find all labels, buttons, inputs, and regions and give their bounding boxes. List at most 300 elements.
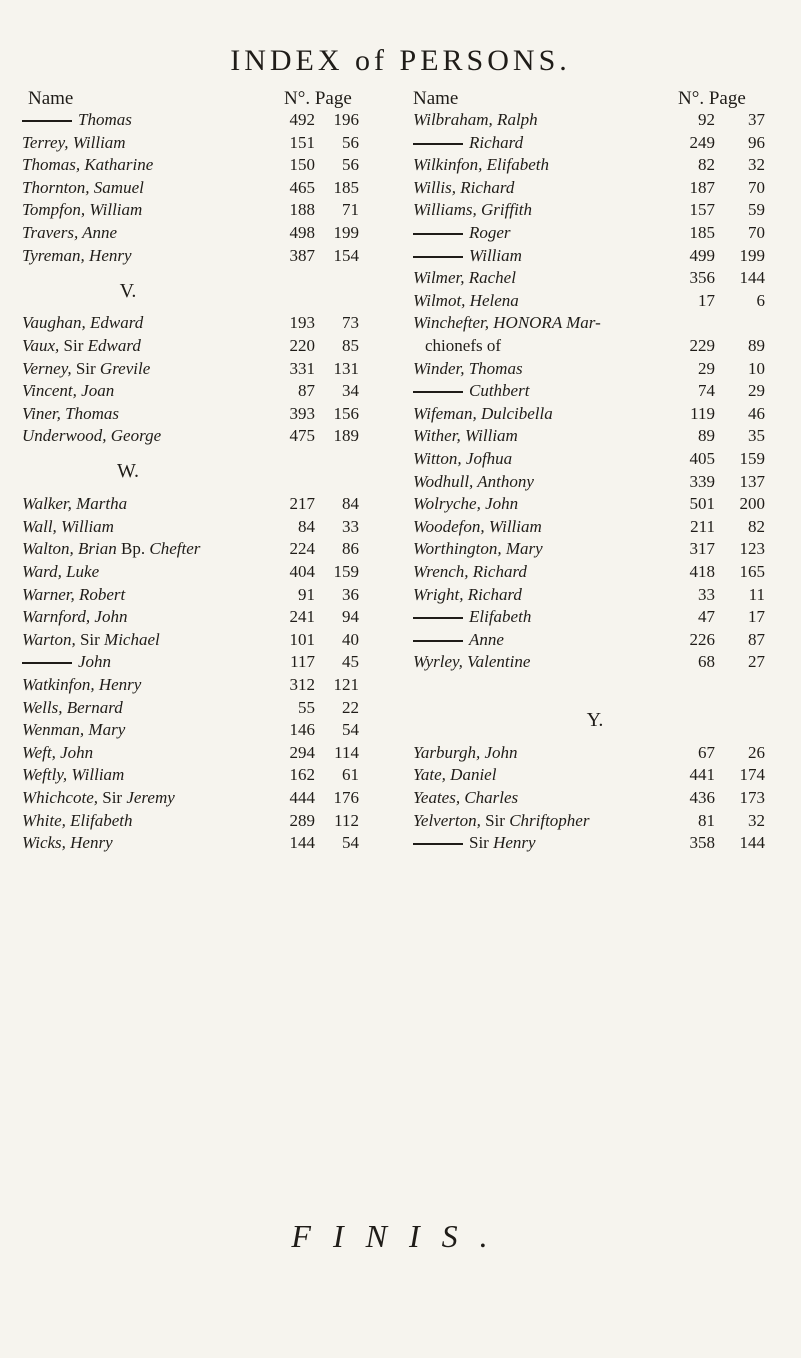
entry-name [413, 268, 516, 288]
entry-number: 226 [689, 629, 715, 649]
entry-name [22, 517, 114, 537]
entry-name [22, 652, 111, 672]
entry-name-text: Winchefter, HONORA Mar- [413, 313, 601, 333]
entry-name-text: Yeates, Charles [413, 788, 519, 807]
entry-name-text: Ward, Luke [22, 562, 100, 581]
entry-number: 339 [689, 471, 715, 491]
left-index-entry [22, 133, 372, 155]
entry-name-text: Elifabeth [469, 607, 532, 627]
entry-number: 193 [289, 313, 315, 333]
right-index-entry [413, 833, 783, 855]
entry-page: 45 [342, 652, 359, 672]
left-index-entry [22, 246, 372, 268]
entry-name [413, 607, 531, 627]
entry-name-text: Wilmot, Helena [413, 290, 519, 310]
entry-name-text: Thomas [78, 110, 132, 129]
entry-page: 11 [748, 584, 765, 604]
entry-number: 387 [289, 245, 315, 265]
left-index-entry [22, 585, 372, 607]
entry-number: 47 [698, 607, 715, 627]
entry-name [22, 178, 144, 198]
entry-number: 294 [289, 742, 315, 762]
right-name-header: Name [413, 88, 459, 109]
right-index-entry [413, 404, 783, 426]
left-index-entry [22, 630, 372, 652]
entry-name-text: Verney, Sir Grevile [22, 358, 151, 378]
entry-number: 220 [289, 336, 315, 355]
left-index-entry [22, 765, 372, 787]
entry-number: 224 [289, 539, 315, 559]
entry-number: 162 [289, 765, 315, 785]
right-index-entry [413, 652, 783, 674]
entry-name-text: Wicks, Henry [22, 833, 113, 853]
entry-page: 37 [748, 110, 765, 129]
entry-name-text: Wither, William [413, 426, 518, 446]
right-index-entry [413, 155, 783, 177]
entry-name-text: Whichcote, Sir Jeremy [22, 788, 175, 807]
entry-name-text: Wilbraham, Ralph [413, 110, 538, 129]
right-index-entry [413, 449, 783, 471]
right-index-entry [413, 381, 783, 403]
entry-number: 444 [289, 788, 315, 807]
right-index-entry [413, 359, 783, 381]
entry-name-text: Yate, Daniel [413, 765, 497, 785]
right-index-entry [413, 472, 783, 494]
entry-page: 70 [748, 223, 765, 242]
right-index-entry [413, 110, 783, 132]
entry-page: 156 [333, 403, 359, 423]
entry-name-text: Wenman, Mary [22, 720, 126, 740]
page-title: INDEX of PERSONS. [230, 44, 571, 77]
entry-name-text: Wrench, Richard [413, 562, 527, 581]
entry-number: 211 [690, 516, 715, 536]
entry-name [413, 155, 549, 175]
entry-name-text: Sir Henry [469, 833, 536, 853]
entry-number: 492 [289, 110, 315, 129]
entry-number: 358 [689, 833, 715, 853]
entry-number: 249 [689, 132, 715, 152]
right-index-entry [413, 426, 783, 448]
entry-name [413, 494, 518, 514]
entry-name [413, 426, 518, 446]
entry-name [413, 291, 519, 311]
entry-number: 501 [689, 494, 715, 514]
entry-page: 176 [333, 788, 359, 807]
entry-name [22, 359, 150, 379]
entry-name [413, 133, 523, 153]
entry-name-text: Underwood, George [22, 426, 162, 446]
entry-page: 29 [748, 381, 765, 401]
entry-page: 33 [342, 516, 359, 536]
entry-page: 46 [748, 403, 765, 423]
entry-page: 89 [748, 336, 765, 355]
entry-number: 68 [698, 652, 715, 672]
entry-name-text: Travers, Anne [22, 223, 118, 242]
entry-name [413, 223, 511, 243]
entry-name [22, 155, 153, 175]
entry-name [22, 743, 93, 763]
entry-name-text: Watkinfon, Henry [22, 675, 142, 694]
entry-page: 61 [342, 765, 359, 785]
entry-name [22, 562, 99, 582]
ditto-dash [22, 662, 72, 664]
entry-number: 92 [698, 110, 715, 129]
left-name-header: Name [28, 88, 74, 109]
entry-name [413, 517, 542, 537]
entry-name-text: Wolryche, John [413, 494, 519, 514]
right-index-entry [413, 539, 783, 561]
left-index-entry [22, 788, 372, 810]
entry-page: 54 [342, 833, 359, 853]
entry-page: 94 [342, 607, 359, 627]
entry-name [413, 178, 514, 198]
entry-page: 34 [342, 381, 359, 401]
entry-page: 54 [342, 720, 359, 740]
entry-name [22, 426, 161, 446]
entry-name-text: Walker, Martha [22, 494, 128, 514]
entry-number: 289 [289, 810, 315, 830]
entry-name [413, 765, 496, 785]
entry-name-text: Thomas, Katharine [22, 155, 154, 175]
entry-number: 465 [289, 177, 315, 197]
entry-name-text: chionefs of [425, 336, 502, 355]
entry-number: 356 [689, 268, 715, 288]
entry-page: 159 [333, 562, 359, 581]
entry-name-text: Cuthbert [469, 381, 530, 401]
entry-number: 119 [690, 403, 715, 423]
entry-name [413, 788, 518, 808]
entry-name [22, 110, 132, 130]
entry-name-text: Terrey, William [22, 132, 126, 152]
entry-name [413, 472, 534, 492]
entry-page: 82 [748, 516, 765, 536]
left-index-entry [22, 110, 372, 132]
entry-page: 131 [333, 358, 359, 378]
entry-page: 73 [342, 313, 359, 333]
right-index-entry [413, 517, 783, 539]
entry-number: 91 [298, 584, 315, 604]
right-index-entry [413, 223, 783, 245]
entry-name-text: John [78, 652, 112, 672]
entry-name [22, 607, 127, 627]
entry-name-text: Wilkinfon, Elifabeth [413, 155, 549, 175]
entry-name-text: Warnford, John [22, 607, 128, 627]
entry-page: 196 [333, 110, 359, 129]
entry-name [413, 381, 529, 401]
entry-page: 59 [748, 200, 765, 220]
ditto-dash [413, 233, 463, 235]
left-index-entry [22, 155, 372, 177]
entry-page: 70 [748, 177, 765, 197]
entry-name-text: Wall, William [22, 516, 114, 536]
entry-number: 157 [689, 200, 715, 220]
entry-name [22, 404, 119, 424]
right-index-entry [413, 765, 783, 787]
entry-name-text: Wright, Richard [413, 584, 522, 604]
entry-name [413, 359, 523, 379]
entry-name-text: Tompfon, William [22, 200, 143, 220]
entry-number: 229 [689, 336, 715, 355]
entry-page: 22 [342, 697, 359, 717]
right-index-entry [413, 313, 783, 335]
entry-name-text: Vaughan, Edward [22, 313, 144, 333]
left-index-entry [22, 607, 372, 629]
entry-page: 86 [342, 539, 359, 559]
entry-number: 101 [289, 629, 315, 649]
entry-name [413, 539, 543, 559]
entry-page: 154 [333, 245, 359, 265]
entry-name [22, 720, 125, 740]
entry-number: 217 [289, 494, 315, 514]
right-index-entry [413, 336, 783, 358]
entry-page: 114 [334, 742, 359, 762]
left-section-letter: W. [116, 460, 140, 483]
entry-name [22, 788, 175, 808]
left-index-entry [22, 720, 372, 742]
right-no-page-header: N°. Page [678, 88, 746, 109]
entry-name [413, 404, 553, 424]
left-index-entry [22, 404, 372, 426]
entry-page: 165 [739, 562, 765, 581]
entry-name-text: William [469, 245, 522, 265]
left-index-entry [22, 517, 372, 539]
entry-page: 144 [739, 268, 765, 288]
right-index-entry [413, 743, 783, 765]
entry-page: 199 [333, 223, 359, 242]
left-index-entry [22, 359, 372, 381]
left-index-entry [22, 743, 372, 765]
entry-name [22, 630, 160, 650]
entry-page: 10 [748, 358, 765, 378]
entry-page: 56 [342, 155, 359, 175]
right-index-entry [413, 494, 783, 516]
entry-number: 241 [289, 607, 315, 627]
entry-name [22, 223, 117, 243]
entry-number: 418 [689, 562, 715, 581]
entry-name [22, 313, 143, 333]
entry-page: 40 [342, 629, 359, 649]
left-index-entry [22, 426, 372, 448]
left-index-entry [22, 178, 372, 200]
entry-name [413, 562, 527, 582]
entry-name [22, 381, 114, 401]
entry-name-text: Wifeman, Dulcibella [413, 403, 553, 423]
entry-number: 393 [289, 403, 315, 423]
entry-name-text: Walton, Brian Bp. Chefter [22, 539, 201, 559]
entry-number: 144 [289, 833, 315, 853]
entry-number: 436 [689, 788, 715, 807]
left-index-entry [22, 381, 372, 403]
entry-number: 29 [698, 358, 715, 378]
entry-number: 404 [289, 562, 315, 581]
entry-name-text: Warton, Sir Michael [22, 629, 160, 649]
right-section-letter: Y. [586, 708, 604, 731]
entry-page: 185 [333, 177, 359, 197]
right-index-entry [413, 630, 783, 652]
entry-page: 27 [748, 652, 765, 672]
ditto-dash [413, 640, 463, 642]
entry-number: 441 [689, 765, 715, 785]
entry-page: 174 [739, 765, 765, 785]
entry-page: 56 [342, 132, 359, 152]
entry-page: 32 [748, 155, 765, 175]
ditto-dash [413, 143, 463, 145]
entry-name-text: Winder, Thomas [413, 358, 523, 378]
left-index-entry [22, 675, 372, 697]
entry-name [22, 833, 113, 853]
entry-name-text: Wodhull, Anthony [413, 471, 534, 491]
entry-name-text: Woodefon, William [413, 516, 542, 536]
entry-name [413, 811, 589, 831]
entry-name [413, 449, 512, 469]
entry-page: 36 [342, 584, 359, 604]
entry-name-text: Thornton, Samuel [22, 177, 144, 197]
entry-number: 317 [689, 539, 715, 559]
entry-number: 87 [298, 381, 315, 401]
ditto-dash [413, 617, 463, 619]
entry-name-text: Willis, Richard [413, 177, 515, 197]
entry-name-text: Richard [469, 132, 524, 152]
entry-page: 173 [739, 788, 765, 807]
entry-page: 84 [342, 494, 359, 514]
entry-number: 146 [289, 720, 315, 740]
entry-name-text: Viner, Thomas [22, 403, 119, 423]
entry-name [22, 811, 132, 831]
entry-number: 498 [289, 223, 315, 242]
entry-page: 159 [739, 449, 765, 468]
left-index-entry [22, 494, 372, 516]
entry-name-text: Weftly, William [22, 765, 125, 785]
entry-name-text: Wells, Bernard [22, 697, 123, 717]
entry-page: 26 [748, 742, 765, 762]
entry-name-text: Vaux, Sir Edward [22, 336, 141, 355]
right-index-entry [413, 246, 783, 268]
entry-name [22, 246, 132, 266]
entry-number: 117 [290, 652, 315, 672]
entry-name [22, 494, 127, 514]
entry-page: 123 [739, 539, 765, 559]
entry-page: 199 [739, 245, 765, 265]
entry-page: 35 [748, 426, 765, 446]
entry-number: 33 [698, 584, 715, 604]
ditto-dash [413, 391, 463, 393]
left-index-entry [22, 698, 372, 720]
entry-number: 185 [689, 223, 715, 242]
entry-number: 405 [689, 449, 715, 468]
left-no-page-header: N°. Page [284, 88, 352, 109]
left-index-entry [22, 539, 372, 561]
left-index-entry [22, 562, 372, 584]
left-index-entry [22, 811, 372, 833]
entry-name-text: White, Elifabeth [22, 810, 133, 830]
entry-number: 89 [698, 426, 715, 446]
right-index-entry [413, 585, 783, 607]
entry-name [413, 246, 522, 266]
entry-page: 71 [342, 200, 359, 220]
entry-number: 187 [689, 177, 715, 197]
entry-name [22, 133, 126, 153]
entry-name [22, 698, 123, 718]
entry-number: 81 [698, 810, 715, 830]
entry-name [413, 313, 601, 333]
entry-number: 475 [289, 426, 315, 446]
entry-number: 499 [689, 245, 715, 265]
ditto-dash [413, 843, 463, 845]
entry-number: 312 [289, 675, 315, 694]
entry-name [413, 630, 504, 650]
entry-name-text: Williams, Griffith [413, 200, 533, 220]
right-index-entry [413, 607, 783, 629]
entry-name [413, 200, 532, 220]
entry-name [22, 539, 200, 559]
entry-page: 144 [739, 833, 765, 853]
entry-name [22, 585, 125, 605]
right-index-entry [413, 562, 783, 584]
entry-name-text: Wilmer, Rachel [413, 268, 516, 288]
entry-name [425, 336, 501, 356]
entry-page: 87 [748, 629, 765, 649]
entry-name [413, 652, 530, 672]
entry-name-text: Anne [469, 629, 504, 649]
entry-number: 82 [698, 155, 715, 175]
entry-page: 32 [748, 810, 765, 830]
left-index-entry [22, 336, 372, 358]
entry-name [22, 765, 124, 785]
right-index-entry [413, 178, 783, 200]
right-index-entry [413, 291, 783, 313]
entry-name [22, 675, 141, 695]
right-index-entry [413, 200, 783, 222]
entry-number: 55 [298, 697, 315, 717]
entry-number: 331 [289, 358, 315, 378]
entry-page: 85 [342, 336, 359, 355]
finis-text: FINIS. [291, 1218, 510, 1254]
entry-page: 137 [739, 471, 765, 491]
entry-name [22, 200, 142, 220]
right-index-entry [413, 133, 783, 155]
left-index-entry [22, 223, 372, 245]
entry-name-text: Worthington, Mary [413, 539, 543, 559]
entry-name [413, 585, 522, 605]
ditto-dash [413, 256, 463, 258]
entry-number: 151 [289, 132, 315, 152]
entry-name [413, 743, 518, 763]
entry-number: 17 [698, 290, 715, 310]
entry-name [413, 833, 536, 853]
entry-name-text: Roger [469, 223, 511, 242]
entry-name-text: Witton, Jofhua [413, 449, 513, 468]
left-index-entry [22, 313, 372, 335]
entry-name-text: Vincent, Joan [22, 381, 115, 401]
entry-number: 188 [289, 200, 315, 220]
entry-page: 17 [748, 607, 765, 627]
entry-number: 150 [289, 155, 315, 175]
entry-page: 112 [334, 810, 359, 830]
left-index-entry [22, 200, 372, 222]
entry-name-text: Wyrley, Valentine [413, 652, 531, 672]
left-index-entry [22, 833, 372, 855]
entry-number: 67 [698, 742, 715, 762]
entry-page: 96 [748, 132, 765, 152]
left-index-entry [22, 652, 372, 674]
entry-number: 84 [298, 516, 315, 536]
entry-page: 189 [333, 426, 359, 446]
entry-name-text: Yarburgh, John [413, 742, 518, 762]
entry-name [413, 110, 538, 130]
entry-name-text: Tyreman, Henry [22, 245, 132, 265]
entry-page: 200 [739, 494, 765, 514]
entry-number: 74 [698, 381, 715, 401]
